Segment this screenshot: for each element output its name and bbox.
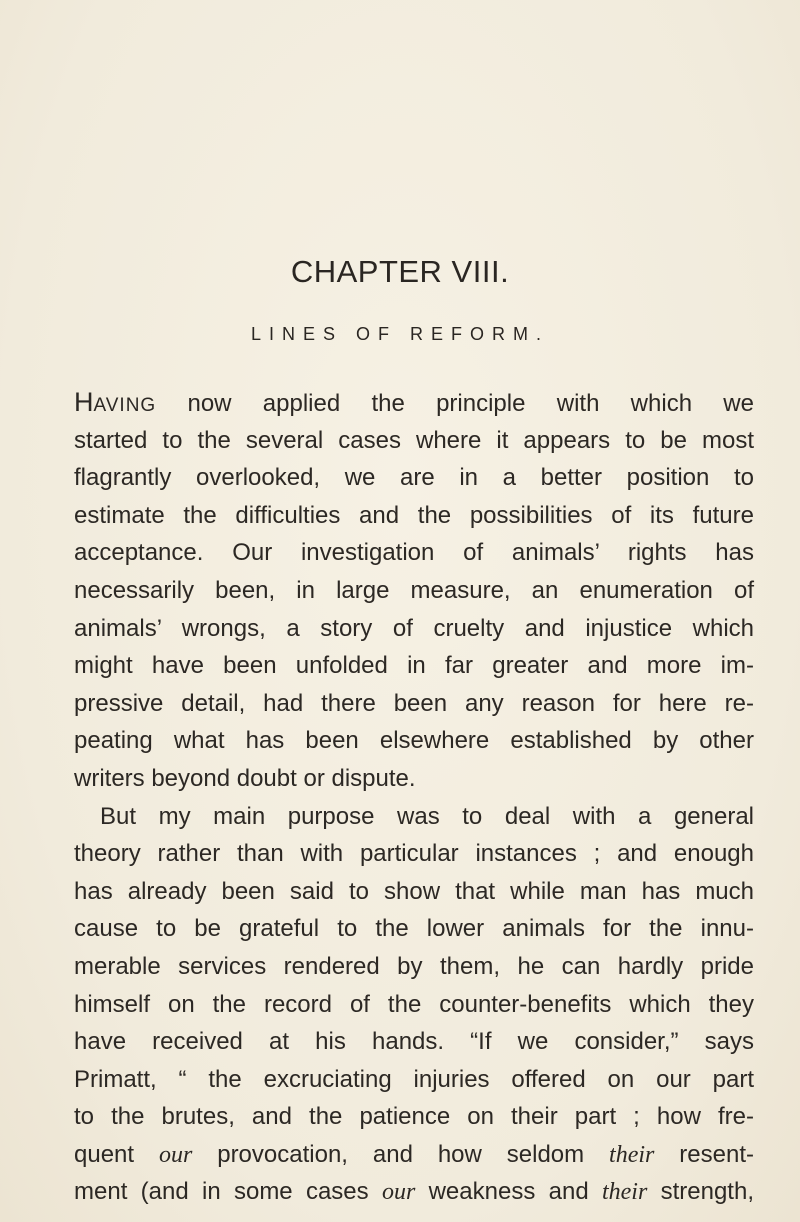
text-line <box>74 1173 754 1211</box>
dropcap-letter: H <box>74 387 94 417</box>
text-line: pressive detail, had there been any reason for here re- <box>74 689 754 717</box>
text-line: acceptance. Our investigation of animals’ rights has <box>74 539 754 567</box>
text-line: merable services rendered by them, he can hardly pride <box>74 952 754 980</box>
italic-word: our <box>158 1141 193 1168</box>
text-line: have received at his hands. “If we consider,” says <box>74 1028 754 1056</box>
text-line: flagrantly overlooked, we are in a better position to <box>74 464 754 492</box>
line-text: resent- <box>654 1140 754 1168</box>
italic-word: our <box>381 1179 416 1206</box>
text-line: estimate the difficulties and the possibilities of its future <box>74 501 754 529</box>
line-text: quent <box>74 1140 159 1168</box>
text-line: to the brutes, and the patience on their part ; how fre- <box>74 1103 754 1131</box>
text-line: peating what has been elsewhere established by other <box>74 727 754 755</box>
italic-word: their <box>601 1179 648 1206</box>
line-text: strength, <box>647 1178 754 1206</box>
smallcaps-word: AVING <box>93 395 157 416</box>
text-line: started to the several cases where it appears to be most <box>74 426 754 454</box>
italic-word: their <box>609 1141 655 1168</box>
text-line: has already been said to show that while man has much <box>74 877 754 905</box>
text-line <box>74 1136 754 1174</box>
text-line: theory rather than with particular instances ; and enough <box>74 840 754 868</box>
text-line: cause to be grateful to the lower animals for the innu- <box>74 915 754 943</box>
text-line <box>74 384 754 422</box>
text-line: Primatt, “ the excruciating injuries offered on our part <box>74 1065 754 1093</box>
text-line: But my main purpose was to deal with a general <box>100 802 754 830</box>
text-line: animals’ wrongs, a story of cruelty and injustice which <box>74 614 754 642</box>
text-line: himself on the record of the counter-benefits which they <box>74 990 754 1018</box>
body-text <box>74 384 754 1211</box>
line-text: provocation, and how seldom <box>192 1140 610 1168</box>
chapter-title: CHAPTER VIII. <box>290 254 510 289</box>
section-title: LINES OF REFORM. <box>250 324 549 344</box>
line-text: weakness and <box>415 1178 602 1206</box>
line-text: now applied the principle with which we <box>156 390 754 417</box>
line-text: ment (and in some cases <box>74 1178 382 1206</box>
text-line: writers beyond doubt or dispute. <box>74 764 416 792</box>
text-line: necessarily been, in large measure, an enumeration of <box>74 576 754 604</box>
text-line: might have been unfolded in far greater and more im- <box>74 652 754 680</box>
